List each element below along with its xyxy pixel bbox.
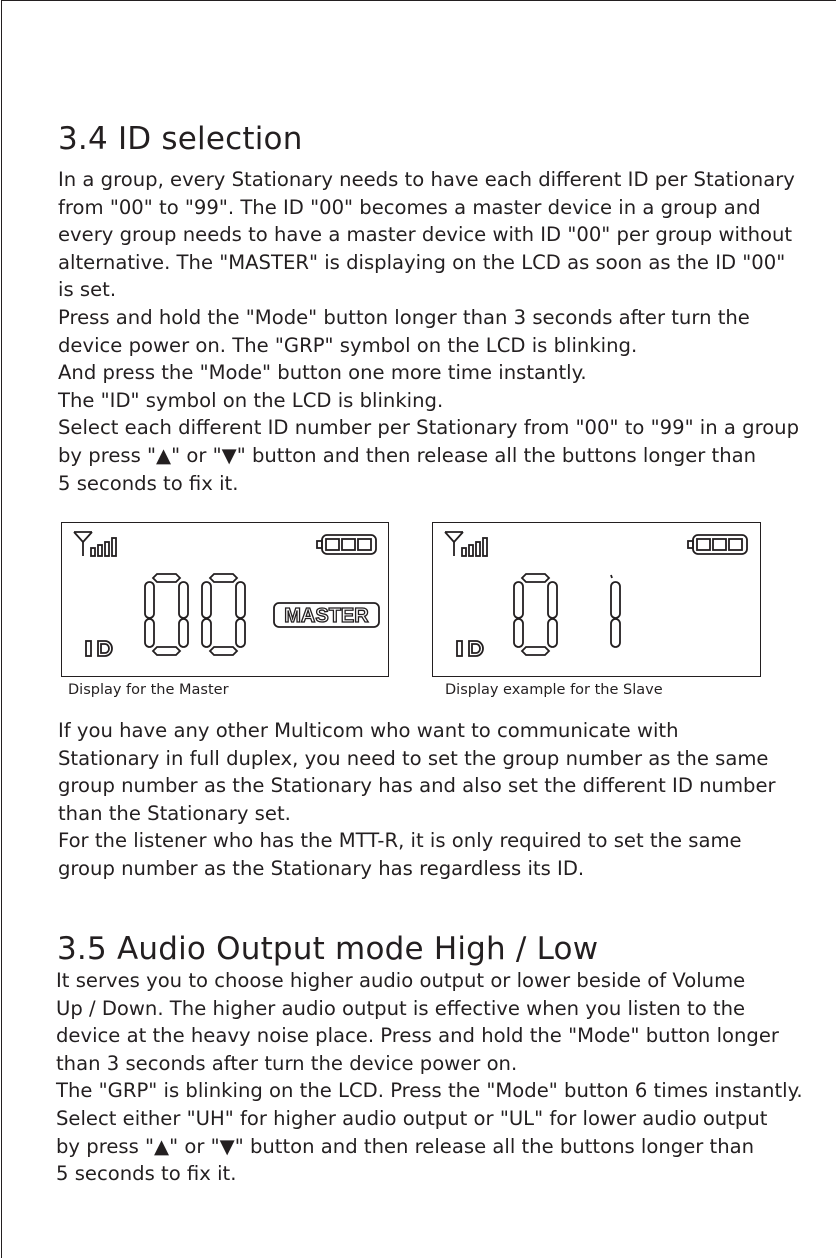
antenna-icon [74,532,92,556]
digit-segment-icon [202,574,245,655]
signal-bars-icon [91,538,116,556]
battery-icon [317,535,376,554]
caption-slave: Display example for the Slave [445,682,663,698]
text-line: And press the "Mode" button one more time instantly. [58,361,587,385]
digit-segment-icon [611,575,620,647]
text-line: The "ID" symbol on the LCD is blinking. [58,388,444,412]
antenna-icon [445,532,463,556]
text-line: group number as the Stationary has and also set the different ID number [58,774,776,798]
text-line: device at the heavy noise place. Press and hold the "Mode" button longer [56,1024,779,1048]
text-line: Select either "UH" for higher audio output or "UL" for lower audio output [56,1106,768,1130]
text-line: For the listener who has the MTT-R, it is only required to set the same [58,829,742,853]
text-line: device power on. The "GRP" symbol on the LCD is blinking. [58,333,638,357]
text-line: Up / Down. The higher audio output is effective when you listen to the [56,996,746,1020]
text-line: than the Stationary set. [58,801,291,825]
text-line: If you have any other Multicom who want to communicate with [58,719,679,742]
section-3-4-body [58,166,799,497]
master-badge: MASTER [284,605,369,627]
text-line: every group needs to have a master device with ID "00" per group without [58,223,793,247]
lcd-master-graphic [62,523,390,678]
digit-segment-icon [514,574,557,655]
lcd-master-display [61,522,389,677]
digit-segment-icon [145,574,188,655]
id-label-icon [457,641,483,656]
text-line: Select each different ID number per Stationary from "00" to "99" in a group [58,416,800,440]
text-line: alternative. The "MASTER" is displaying on the LCD as soon as the ID "00" [58,250,786,274]
section-3-4-title: 3.4 ID selection [58,121,303,157]
text-line: It serves you to choose higher audio output or lower beside of Volume [56,969,746,992]
caption-master: Display for the Master [68,682,229,698]
section-3-5-body [56,967,803,1188]
text-line: The "GRP" is blinking on the LCD. Press the "Mode" button 6 times instantly. [56,1079,803,1103]
lcd-slave-graphic [433,523,762,678]
text-line: than 3 seconds after turn the device power on. [56,1051,518,1075]
id-label-icon [86,641,112,656]
text-line: In a group, every Stationary needs to have each different ID per Stationary [58,168,795,191]
text-line: is set. [58,278,117,302]
battery-icon [688,535,747,554]
text-line: 5 seconds to fix it. [56,1162,237,1186]
text-line: Press and hold the "Mode" button longer than 3 seconds after turn the [58,305,750,329]
section-3-5-title: 3.5 Audio Output mode High / Low [57,931,599,967]
text-line: by press "▲" or "▼" button and then release all the buttons longer than [56,1134,755,1158]
lcd-slave-display [432,522,761,677]
text-line: group number as the Stationary has regardless its ID. [58,856,585,880]
text-line: from "00" to "99". The ID "00" becomes a master device in a group and [58,195,761,219]
text-line: Stationary in full duplex, you need to set the group number as the same [58,746,769,770]
signal-bars-icon [462,538,487,556]
multicom-body [58,717,776,883]
text-line: by press "▲" or "▼" button and then release all the buttons longer than [58,443,757,467]
text-line: 5 seconds to fix it. [58,471,239,495]
